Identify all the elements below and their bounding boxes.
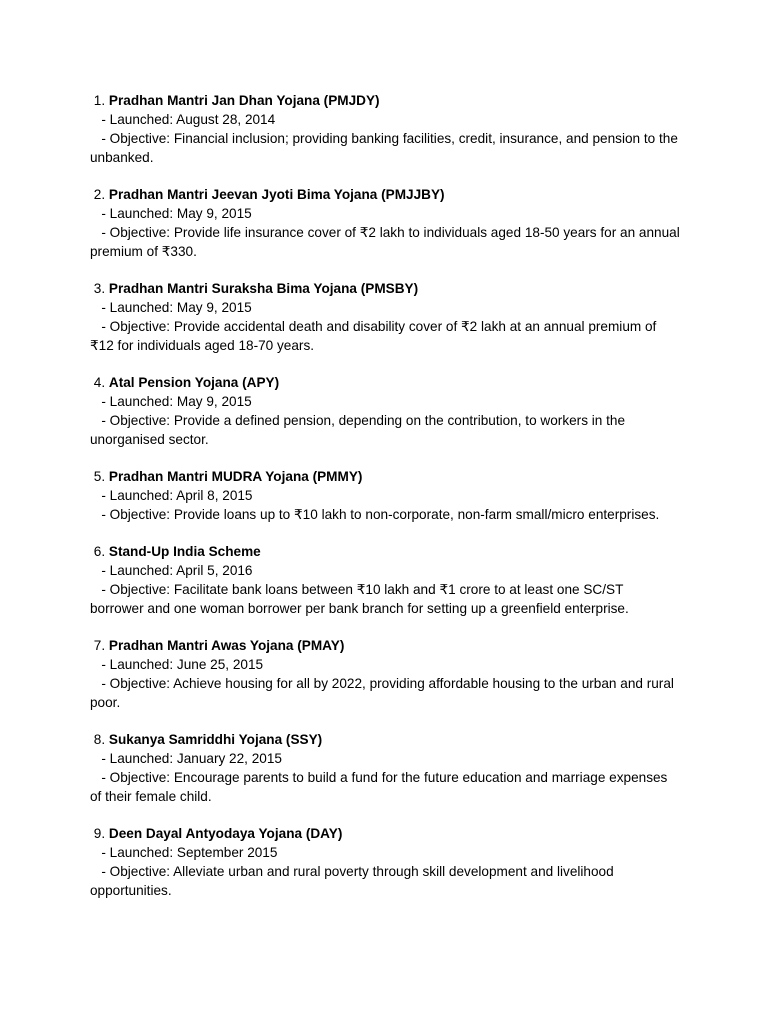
scheme-name: Atal Pension Yojana (APY) [108, 375, 280, 390]
scheme-item-7 [90, 636, 680, 712]
scheme-heading [90, 185, 680, 204]
scheme-launched: - Launched: June 25, 2015 [90, 657, 264, 672]
scheme-launched: - Launched: September 2015 [90, 845, 278, 860]
scheme-number: 3. [90, 281, 109, 296]
scheme-item-9 [90, 824, 680, 900]
scheme-name: Stand-Up India Scheme [108, 544, 261, 559]
scheme-number: 7. [90, 638, 109, 653]
scheme-launched: - Launched: January 22, 2015 [90, 751, 282, 766]
scheme-objective: - Objective: Encourage parents to build a fund for the future education and marriage expenses of their female child. [90, 770, 672, 804]
scheme-launched: - Launched: April 8, 2015 [90, 488, 253, 503]
scheme-item-2 [90, 185, 684, 261]
scheme-name: Pradhan Mantri Suraksha Bima Yojana (PMSBY) [108, 281, 419, 296]
scheme-number: 4. [90, 375, 109, 390]
scheme-name: Pradhan Mantri Jan Dhan Yojana (PMJDY) [108, 93, 380, 108]
scheme-number: 8. [90, 732, 109, 747]
scheme-heading [90, 91, 680, 110]
scheme-name: Pradhan Mantri Awas Yojana (PMAY) [108, 638, 345, 653]
scheme-number: 1. [90, 93, 109, 108]
scheme-item-4 [90, 373, 680, 449]
scheme-objective: - Objective: Provide loans up to ₹10 lakh to non-corporate, non-farm small/micro enterprises. [90, 507, 660, 522]
scheme-name: Pradhan Mantri MUDRA Yojana (PMMY) [108, 469, 363, 484]
scheme-objective: - Objective: Provide accidental death and disability cover of ₹2 lakh at an annual premium of ₹12 for individuals aged 18-70 years. [90, 319, 661, 353]
scheme-heading [90, 542, 680, 561]
scheme-objective: - Objective: Provide a defined pension, depending on the contribution, to workers in the unorganised sector. [90, 413, 629, 447]
scheme-heading [90, 467, 680, 486]
scheme-heading [90, 636, 680, 655]
scheme-heading [90, 730, 680, 749]
scheme-launched: - Launched: May 9, 2015 [90, 300, 252, 315]
scheme-objective: - Objective: Facilitate bank loans between ₹10 lakh and ₹1 crore to at least one SC/ST borrower and one woman borrower per bank branch for setting up a greenfield enterprise. [90, 582, 629, 616]
scheme-launched: - Launched: May 9, 2015 [90, 206, 252, 221]
scheme-item-1 [90, 91, 680, 167]
scheme-name: Pradhan Mantri Jeevan Jyoti Bima Yojana (PMJJBY) [108, 187, 445, 202]
scheme-launched: - Launched: August 28, 2014 [90, 112, 276, 127]
scheme-objective: - Objective: Provide life insurance cover of ₹2 lakh to individuals aged 18-50 years for an annual premium of ₹330. [90, 225, 684, 259]
scheme-objective: - Objective: Financial inclusion; providing banking facilities, credit, insurance, and pension to the unbanked. [90, 131, 682, 165]
scheme-heading [90, 373, 680, 392]
scheme-name: Deen Dayal Antyodaya Yojana (DAY) [108, 826, 343, 841]
scheme-number: 6. [90, 544, 109, 559]
scheme-launched: - Launched: May 9, 2015 [90, 394, 252, 409]
scheme-number: 2. [90, 187, 109, 202]
scheme-heading [90, 824, 680, 843]
scheme-launched: - Launched: April 5, 2016 [90, 563, 253, 578]
scheme-number: 5. [90, 469, 109, 484]
scheme-objective: - Objective: Achieve housing for all by 2022, providing affordable housing to the urban and rural poor. [90, 676, 678, 710]
scheme-objective: - Objective: Alleviate urban and rural poverty through skill development and livelihood opportunities. [90, 864, 618, 898]
scheme-item-8 [90, 730, 680, 806]
scheme-list [90, 91, 684, 918]
scheme-item-3 [90, 279, 680, 355]
scheme-item-5 [90, 467, 680, 524]
scheme-name: Sukanya Samriddhi Yojana (SSY) [108, 732, 323, 747]
scheme-item-6 [90, 542, 680, 618]
scheme-heading [90, 279, 680, 298]
scheme-number: 9. [90, 826, 109, 841]
